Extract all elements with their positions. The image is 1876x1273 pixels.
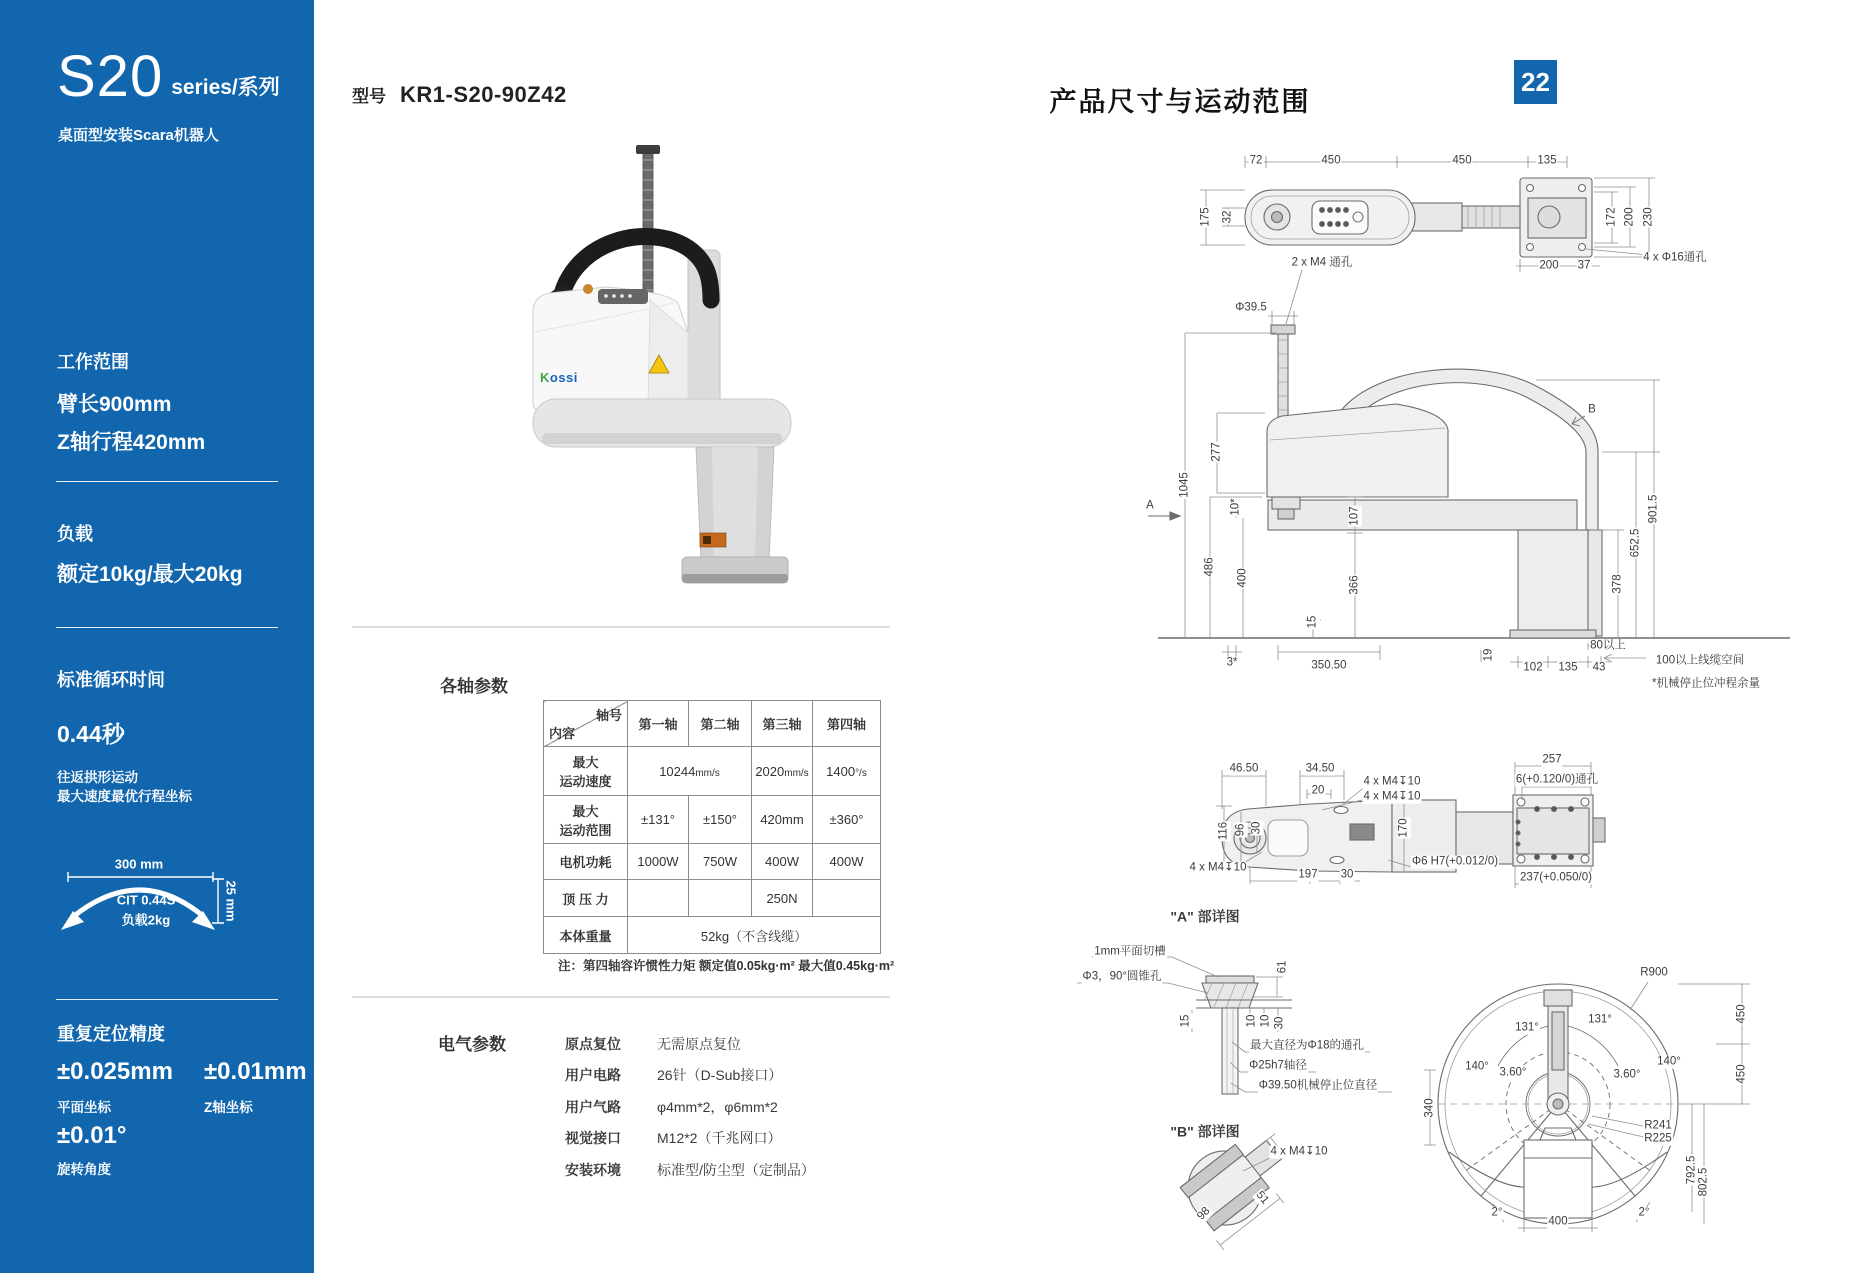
dim-label: 4 x Φ16通孔 [1643, 251, 1707, 264]
cycle-value: 0.44秒 [57, 721, 125, 747]
dim-label: 4 x M4↧10 [1189, 861, 1247, 874]
dim-label: 652.5 [1629, 528, 1642, 558]
dim-label: 135 [1537, 154, 1557, 167]
dim-label: R241 [1644, 1119, 1672, 1132]
dim-label: 100以上线缆空间 [1655, 654, 1745, 667]
arc-load-label: 负载2kg [121, 912, 171, 928]
arc-width-label: 300 mm [114, 856, 164, 872]
dim-label: 450 [1452, 154, 1472, 167]
electrical-row: 原点复位 无需原点复位 [565, 1035, 741, 1052]
dim-label: 237(+0.050/0) [1520, 871, 1592, 884]
dim-label: 197 [1298, 868, 1318, 881]
corner-bottom: 内容 [549, 726, 576, 741]
dim-label: "A" 部详图 [1170, 908, 1240, 925]
dim-label: "B" 部详图 [1170, 1123, 1240, 1140]
dim-label: 172 [1605, 207, 1618, 227]
dim-label: 400 [1548, 1215, 1568, 1228]
corner-top: 轴号 [595, 708, 622, 723]
model-label: 型号 [352, 87, 386, 106]
brand-letter-k: K [540, 370, 550, 385]
dim-label: 1045 [1178, 472, 1191, 498]
dim-label: 340 [1423, 1098, 1436, 1118]
speed-axis4: 1400°/s [813, 747, 881, 796]
row-label: 顶 压 力 [544, 880, 628, 917]
dim-label: 792.5 [1685, 1155, 1698, 1185]
arc-cit-label: CIT 0.44S [116, 892, 176, 908]
dim-label: 4 x M4↧10 [1363, 775, 1421, 788]
dim-label: 200 [1539, 259, 1559, 272]
electrical-row: 用户气路 φ4mm*2，φ6mm*2 [565, 1098, 778, 1115]
dim-label: 116 [1217, 821, 1230, 841]
dim-label: 19 [1482, 648, 1495, 662]
series-suffix: series/系列 [171, 76, 280, 99]
dim-label: 最大直径为Φ18的通孔 [1250, 1039, 1364, 1052]
electrical-row: 安装环境 标准型/防尘型（定制品） [565, 1161, 815, 1178]
dim-label: 34.50 [1305, 762, 1335, 775]
power-axis4: 400W [813, 844, 881, 880]
col-axis-1: 第一轴 [628, 701, 689, 747]
dim-label: 350.50 [1311, 659, 1347, 672]
power-axis3: 400W [752, 844, 813, 880]
col-axis-2: 第二轴 [689, 701, 752, 747]
dim-label: 175 [1199, 207, 1212, 227]
dim-label: 257 [1542, 753, 1562, 766]
dim-label: 486 [1203, 557, 1216, 577]
dim-label: 37 [1577, 259, 1591, 272]
dim-label: 98 [1195, 1205, 1213, 1223]
range-axis1: ±131° [628, 796, 689, 844]
dim-label: 450 [1321, 154, 1341, 167]
dim-label: Φ6 H7(+0.012/0) [1411, 855, 1499, 868]
precision-z-label: Z轴坐标 [204, 1100, 253, 1115]
electrical-row: 用户电路 26针（D-Sub接口） [565, 1067, 783, 1084]
dim-label: 51 [1253, 1189, 1271, 1207]
brand-rest: ossi [549, 370, 578, 385]
dim-label: 366 [1348, 575, 1361, 595]
payload-title: 负载 [57, 524, 93, 544]
dim-label: 1mm平面切槽 [1094, 945, 1166, 958]
col-axis-4: 第四轴 [813, 701, 881, 747]
row-label: 电机功耗 [544, 844, 628, 880]
dim-label: 802.5 [1697, 1167, 1710, 1197]
dim-label: 2° [1491, 1206, 1503, 1219]
dim-label: A [1146, 499, 1154, 512]
dim-label: 20 [1311, 784, 1325, 797]
dim-label: 901.5 [1647, 494, 1660, 524]
dim-label: 107 [1348, 506, 1361, 526]
arm-length: 臂长900mm [57, 393, 172, 416]
row-label: 最大 运动速度 [544, 747, 628, 796]
series-subtitle: 桌面型安装Scara机器人 [58, 127, 219, 144]
dim-label: 30 [1340, 868, 1354, 881]
dim-label: 80以上 [1590, 639, 1626, 652]
range-axis4: ±360° [813, 796, 881, 844]
dim-label: 4 x M4↧10 [1363, 790, 1421, 803]
dim-label: 6(+0.120/0)通孔 [1515, 773, 1599, 786]
dim-label: *机械停止位冲程余量 [1652, 677, 1760, 690]
dim-label: 277 [1210, 442, 1223, 462]
dim-label: 131° [1515, 1021, 1539, 1034]
dim-label: R900 [1640, 966, 1668, 979]
dim-label: 200 [1623, 207, 1636, 227]
dim-label: 3.60° [1499, 1066, 1527, 1079]
dim-label: 43 [1592, 661, 1606, 674]
weight-value: 52kg（不含线缆） [628, 917, 881, 954]
dim-label: 140° [1657, 1055, 1681, 1068]
dim-label: 450 [1735, 1004, 1748, 1024]
power-axis1: 1000W [628, 844, 689, 880]
dim-label: 170 [1397, 818, 1410, 838]
dim-label: 230 [1642, 207, 1655, 227]
payload-value: 额定10kg/最大20kg [57, 563, 243, 586]
series-name: S20 [57, 44, 164, 109]
precision-rot-label: 旋转角度 [57, 1162, 111, 1177]
dim-label: Φ39.5 [1235, 301, 1267, 314]
dim-label: Φ39.50机械停止位直径 [1258, 1079, 1378, 1092]
range-axis3: 420mm [752, 796, 813, 844]
dimensions-title: 产品尺寸与运动范围 [1049, 87, 1311, 117]
dim-label: 3* [1226, 656, 1238, 669]
speed-axis12: 10244mm/s [628, 747, 752, 796]
page-number-badge: 22 [1514, 60, 1557, 104]
dim-label: 61 [1276, 960, 1289, 974]
dim-label: 15 [1179, 1014, 1192, 1028]
precision-rot: ±0.01° [57, 1122, 127, 1149]
dim-label: 400 [1236, 568, 1249, 588]
electrical-row: 视觉接口 M12*2（千兆网口） [565, 1130, 782, 1147]
speed-axis3: 2020mm/s [752, 747, 813, 796]
cycle-title: 标准循环时间 [57, 670, 165, 690]
dim-label: 4 x M4↧10 [1270, 1145, 1328, 1158]
range-axis2: ±150° [689, 796, 752, 844]
dim-label: 72 [1249, 154, 1263, 167]
dim-label: 378 [1611, 574, 1624, 594]
electrical-params-title: 电气参数 [438, 1035, 506, 1054]
dim-label: 10* [1229, 498, 1242, 516]
dim-label: 96 [1234, 823, 1247, 837]
axis-params-title: 各轴参数 [440, 677, 508, 696]
precision-z: ±0.01mm [204, 1058, 307, 1085]
precision-xy: ±0.025mm [57, 1058, 173, 1085]
dim-label: 46.50 [1229, 762, 1259, 775]
dim-label: 2° [1638, 1206, 1650, 1219]
dim-label: 10 [1259, 1014, 1272, 1028]
dim-label: B [1588, 403, 1596, 416]
power-axis2: 750W [689, 844, 752, 880]
dim-label: 15 [1306, 615, 1319, 629]
dim-label: 450 [1735, 1064, 1748, 1084]
cycle-note-2: 最大速度最优行程坐标 [57, 789, 192, 804]
dim-label: 30 [1250, 821, 1263, 835]
dim-label: R225 [1644, 1132, 1672, 1145]
dim-label: 102 [1523, 661, 1543, 674]
z-stroke: Z轴行程420mm [57, 431, 206, 454]
dim-label: 131° [1588, 1013, 1612, 1026]
dim-label: 32 [1221, 210, 1234, 224]
dim-label: 135 [1558, 661, 1578, 674]
model-value: KR1-S20-90Z42 [400, 82, 567, 107]
precision-title: 重复定位精度 [57, 1024, 165, 1044]
work-range-title: 工作范围 [57, 352, 129, 372]
dim-label: 2 x M4 通孔 [1291, 256, 1353, 269]
dim-label: 30 [1273, 1016, 1286, 1030]
arc-height-label: 25 mm [223, 880, 239, 922]
col-axis-3: 第三轴 [752, 701, 813, 747]
dim-label: 10 [1245, 1014, 1258, 1028]
row-label: 最大 运动范围 [544, 796, 628, 844]
dim-label: 3.60° [1613, 1068, 1641, 1081]
dim-label: Φ25h7轴径 [1249, 1059, 1307, 1072]
cycle-note-1: 往返拱形运动 [57, 770, 138, 785]
dim-label: 140° [1465, 1060, 1489, 1073]
dim-label: Φ3，90°圆锥孔 [1082, 970, 1162, 983]
push-axis3: 250N [752, 880, 813, 917]
table-note: 注：第四轴容许惯性力矩 额定值0.05kg·m² 最大值0.45kg·m² [558, 959, 895, 973]
row-label: 本体重量 [544, 917, 628, 954]
precision-xy-label: 平面坐标 [57, 1100, 111, 1115]
